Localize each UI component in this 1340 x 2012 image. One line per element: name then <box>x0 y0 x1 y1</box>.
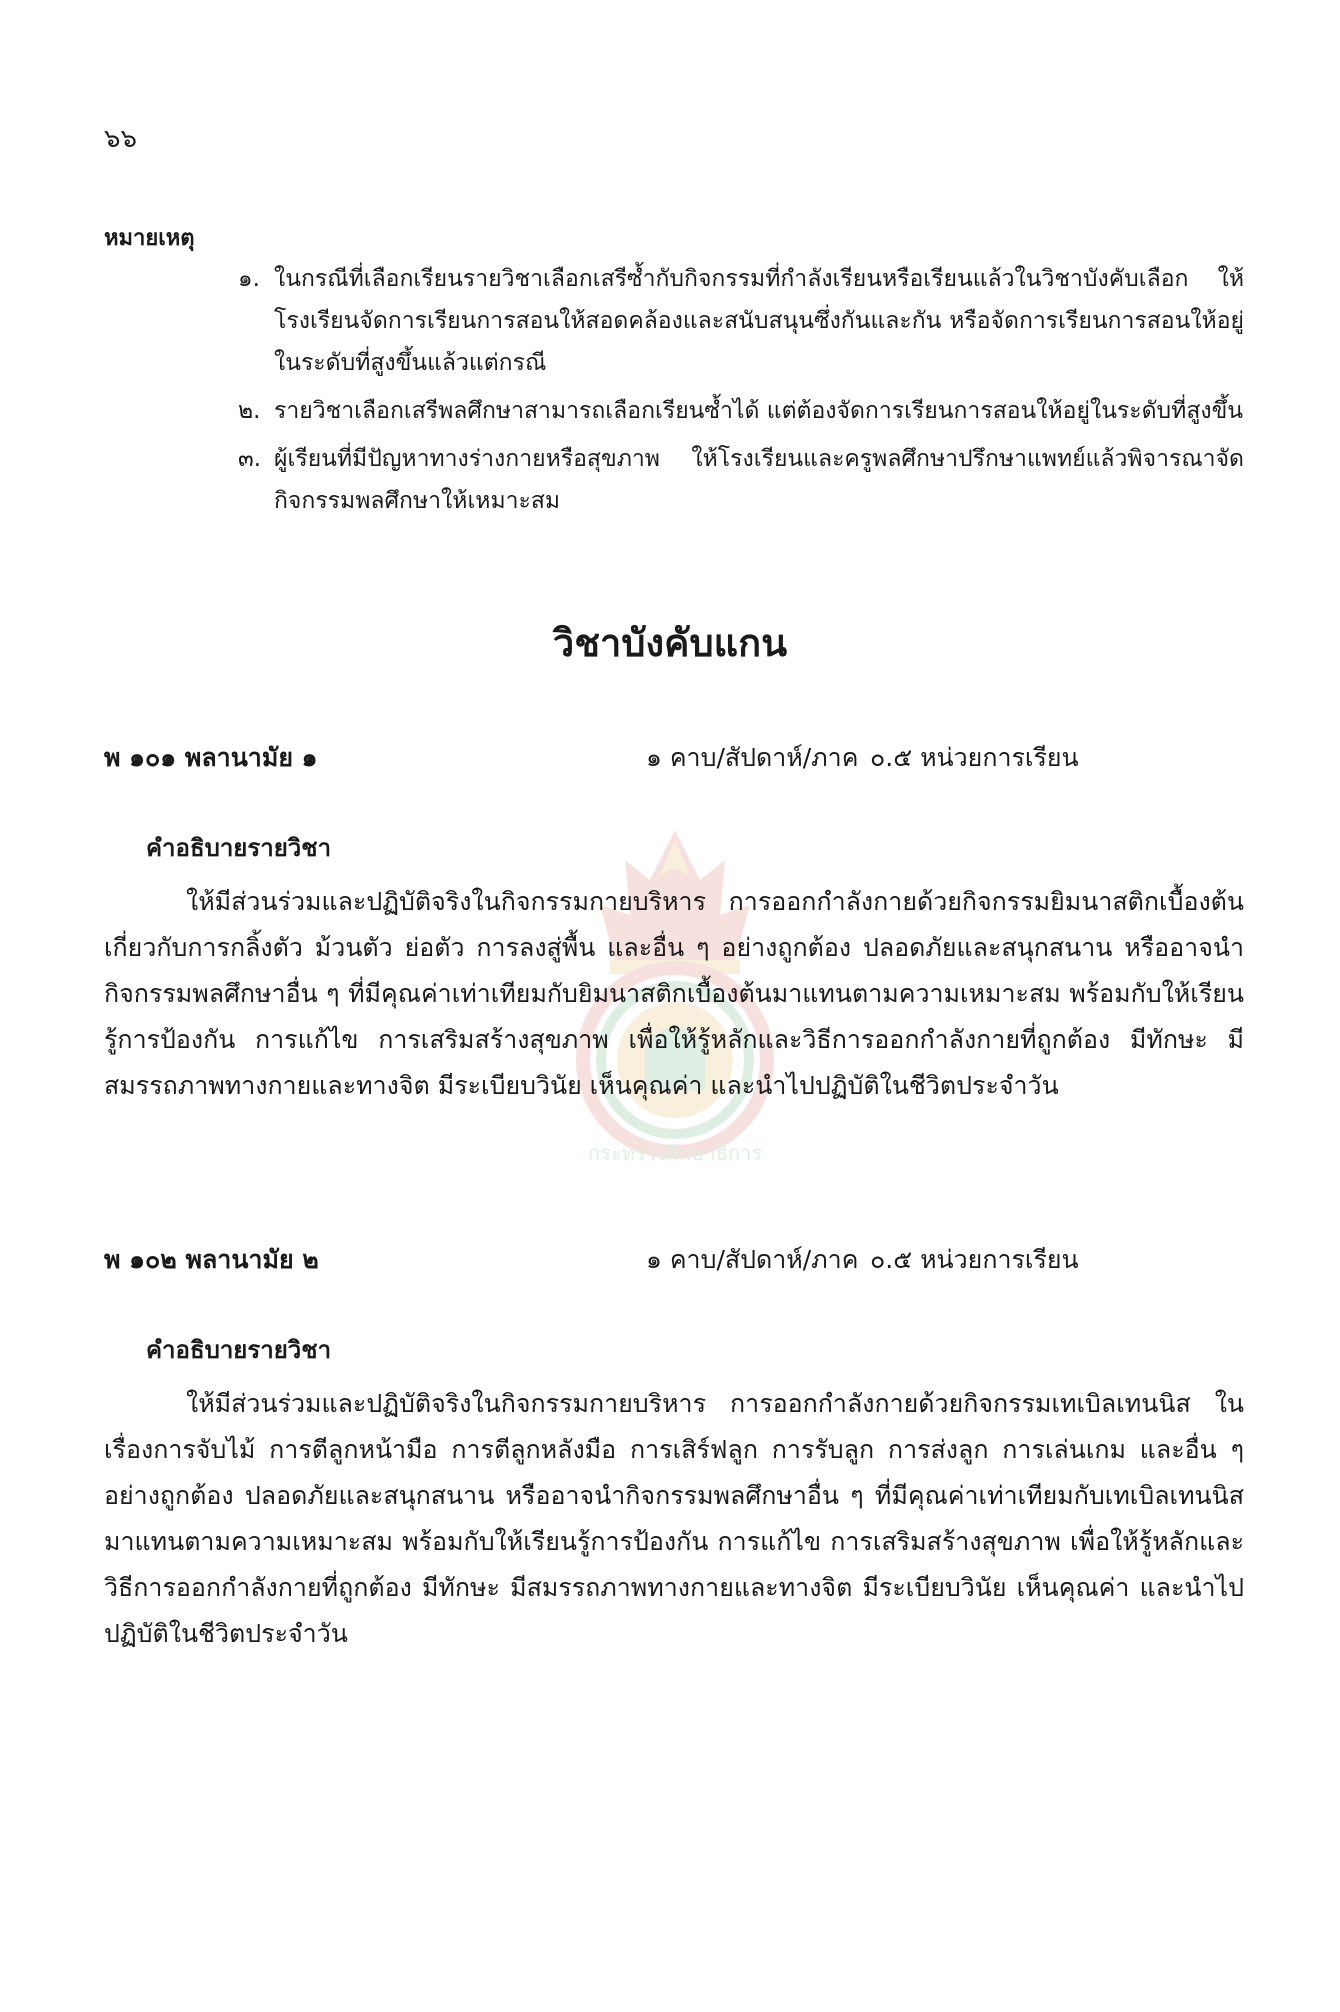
course-block <box>104 738 1244 1109</box>
note-item <box>238 258 1244 384</box>
note-number: ๓. <box>238 446 262 472</box>
course-credit: ๐.๕ หน่วยการเรียน <box>870 1245 1079 1274</box>
course-credit: ๐.๕ หน่วยการเรียน <box>870 743 1079 772</box>
note-text: รายวิชาเลือกเสรีพลศึกษาสามารถเลือกเรียนซ้ำได้ แต่ต้องจัดการเรียนการสอนให้อยู่ในระดับที่สูงขึ้น <box>274 398 1244 424</box>
notes-list <box>238 258 1244 528</box>
page-number: ๖๖ <box>104 124 138 154</box>
course-description: ให้มีส่วนร่วมและปฏิบัติจริงในกิจกรรมกายบริหาร การออกกำลังกายด้วยกิจกรรมเทเบิลเทนนิส ในเรื่องการจับไม้ การตีลูกหน้ามือ การตีลูกหลังมือ การเสิร์ฟลูก การรับลูก การส่งลูก การเล่นเกม และอื่น ๆ อย่างถูกต้อง ปลอดภัยและสนุกสนาน หรืออาจนำกิจกรรมพลศึกษาอื่น ๆ ที่มีคุณค่าเท่าเทียมกับเทเบิลเทนนิสมาแทนตามความเหมาะสม พร้อมกับให้เรียนรู้การป้องกัน การแก้ไข การเสริมสร้างสุขภาพ เพื่อให้รู้หลักและวิธีการออกกำลังกายที่ถูกต้อง มีทักษะ มีสมรรถภาพทางกายและทางจิต มีระเบียบวินัย เห็นคุณค่า และนำไปปฏิบัติในชีวิตประจำวัน <box>104 1389 1244 1648</box>
course-header <box>104 738 1244 782</box>
note-number: ๑. <box>238 266 260 292</box>
course-block <box>104 1240 1244 1657</box>
section-heading: วิชาบังคับแกน <box>552 621 788 665</box>
course-time: ๑ คาบ/สัปดาห์/ภาค <box>646 743 859 772</box>
course-code: พ ๑๐๑ พลานามัย ๑ <box>104 743 318 772</box>
course-code: พ ๑๐๒ พลานามัย ๒ <box>104 1245 319 1274</box>
note-number: ๒. <box>238 398 261 424</box>
course-header <box>104 1240 1244 1284</box>
course-time: ๑ คาบ/สัปดาห์/ภาค <box>646 1245 859 1274</box>
note-item <box>238 438 1244 522</box>
notes-title: หมายเหตุ <box>104 226 195 251</box>
course-description-title: คำอธิบายรายวิชา <box>146 834 332 862</box>
watermark-text: กระทรวงศึกษาธิการ <box>587 1141 763 1165</box>
note-text: ในกรณีที่เลือกเรียนรายวิชาเลือกเสรีซ้ำกับกิจกรรมที่กำลังเรียนหรือเรียนแล้วในวิชาบังคับเลือก ให้โรงเรียนจัดการเรียนการสอนให้สอดคล้องและสนับสนุนซึ่งกันและกัน หรือจัดการเรียนการสอนให้อยู่ในระดับที่สูงขึ้นแล้วแต่กรณี <box>274 266 1244 376</box>
note-item <box>238 390 1244 432</box>
course-description: ให้มีส่วนร่วมและปฏิบัติจริงในกิจกรรมกายบริหาร การออกกำลังกายด้วยกิจกรรมยิมนาสติกเบื้องต้น เกี่ยวกับการกลิ้งตัว ม้วนตัว ย่อตัว การลงสู่พื้น และอื่น ๆ อย่างถูกต้อง ปลอดภัยและสนุกสนาน หรืออาจนำกิจกรรมพลศึกษาอื่น ๆ ที่มีคุณค่าเท่าเทียมกับยิมนาสติกเบื้องต้นมาแทนตามความเหมาะสม พร้อมกับให้เรียนรู้การป้องกัน การแก้ไข การเสริมสร้างสุขภาพ เพื่อให้รู้หลักและวิธีการออกกำลังกายที่ถูกต้อง มีทักษะ มีสมรรถภาพทางกายและทางจิต มีระเบียบวินัย เห็นคุณค่า และนำไปปฏิบัติในชีวิตประจำวัน <box>104 887 1244 1100</box>
course-description-title: คำอธิบายรายวิชา <box>146 1336 332 1364</box>
note-text: ผู้เรียนที่มีปัญหาทางร่างกายหรือสุขภาพ ให้โรงเรียนและครูพลศึกษาปรึกษาแพทย์แล้วพิจารณาจัดกิจกรรมพลศึกษาให้เหมาะสม <box>274 446 1244 514</box>
